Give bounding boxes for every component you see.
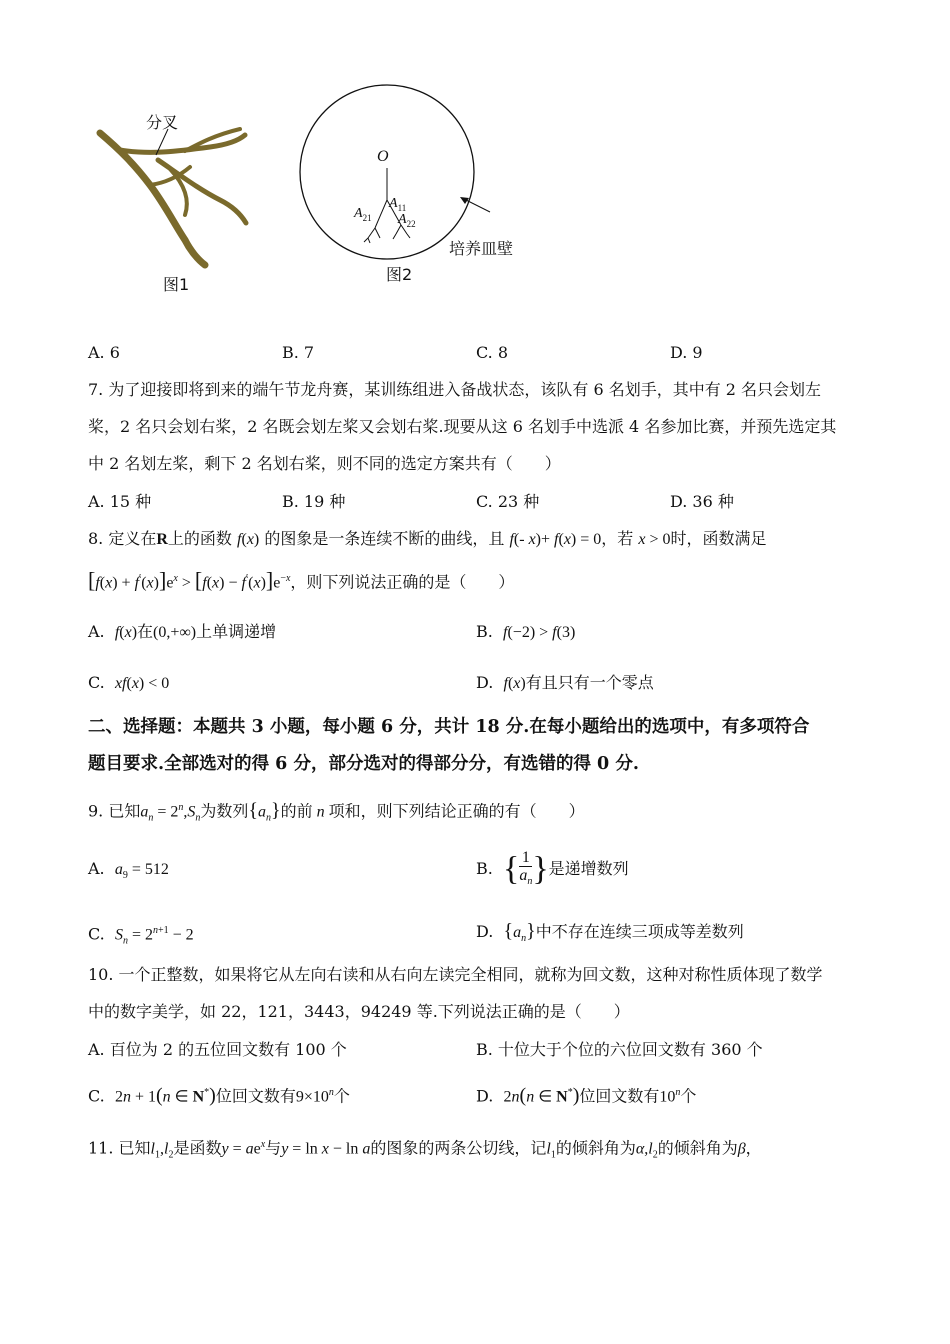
q10-line-2: 中的数字美学，如 22，121，3443，94249 等.下列说法正确的是（ ） xyxy=(88,1002,630,1021)
q6-option-c: C. 8 xyxy=(476,343,509,362)
q10-option-d: D. 2n(n ∈ N*)位回文数有10$^n$个 xyxy=(476,1084,697,1107)
q6-option-a: A. 6 xyxy=(88,343,120,362)
q9-option-c: C. $S_n = 2^{n+1} - 2$ xyxy=(88,924,194,947)
q7-line-2: 桨，2 名只会划右桨，2 名既会划左桨又会划右桨.现要从这 6 名划手中选派 4 名参加比赛，并预先选定其 xyxy=(88,417,837,436)
q9-option-d: D. $\{a_n\}$中不存在连续三项成等差数列 xyxy=(476,920,744,945)
q9-option-b: B. { $\frac{1}{a_n}$ }是递增数列 xyxy=(476,840,629,898)
q6-option-b: B. 7 xyxy=(282,343,315,362)
q7-line-3: 中 2 名划左桨，剩下 2 名划右桨，则不同的选定方案共有（ ） xyxy=(88,454,561,473)
fig1-branch-label: 分叉 xyxy=(146,113,179,132)
q9-stem: 9. 已知$a_n = 2^n,S_n$为数列$\{a_n\}$的前 n 项和，则下列结论正确的有（ ） xyxy=(88,799,585,824)
fig2-label-a11: $A_{11}$ xyxy=(389,196,407,213)
fig1-caption: 图1 xyxy=(163,275,190,294)
q9-fraction-1-over-an: $\frac{1}{a_n}$ xyxy=(519,848,533,888)
fig2-wall-label: 培养皿壁 xyxy=(449,239,514,258)
q9-option-a: A. $a_9 = 512$ xyxy=(88,859,169,882)
q7-option-a: A. 15 种 xyxy=(88,492,152,511)
q8-option-d: D. f(x)有且只有一个零点 xyxy=(476,673,654,692)
q7-option-d: D. 36 种 xyxy=(670,492,734,511)
q8-line-2: $[f(x) + f'(x)]e^x > [f(x) - f'(x)]e^{-x}$，则下列说法正确的是（ ） xyxy=(88,567,515,593)
fig2-label-a21: $A_{21}$ xyxy=(354,206,372,223)
q8-option-b: B. f(−2) > f(3) xyxy=(476,622,576,641)
q7-option-c: C. 23 种 xyxy=(476,492,540,511)
q10-option-c: C. 2n + 1(n ∈ N*)位回文数有$9\times 10^n$个 xyxy=(88,1084,350,1107)
q7-option-b: B. 19 种 xyxy=(282,492,346,511)
section-2-header-line-2: 题目要求.全部选对的得 6 分，部分选对的得部分分，有选错的得 0 分. xyxy=(88,754,639,774)
q8-line-1: 8. 定义在R上的函数 f(x) 的图象是一条连续不断的曲线，且 f(- x)+ f(x) = 0，若 x > 0时，函数满足 xyxy=(88,529,767,548)
q8-option-a: A. f(x)在(0,+∞)上单调递增 xyxy=(88,622,277,641)
q10-option-a: A. 百位为 2 的五位回文数有 100 个 xyxy=(88,1040,347,1059)
q7-line-1: 7. 为了迎接即将到来的端午节龙舟赛，某训练组进入备战状态，该队有 6 名划手，其中有 2 名只会划左 xyxy=(88,380,822,399)
fig2-caption: 图2 xyxy=(386,265,413,284)
q11-stem: 11. 已知$l_1,l_2$是函数$y = ae^x$与y = ln x − ln a的图象的两条公切线，记$l_1$的倾斜角为$\alpha,l_2$的倾斜角为β， xyxy=(88,1138,762,1161)
q8-option-c: C. xf(x) < 0 xyxy=(88,673,170,692)
fig2-center-label: O xyxy=(377,148,389,165)
q10-option-b: B. 十位大于个位的六位回文数有 360 个 xyxy=(476,1040,763,1059)
q6-option-d: D. 9 xyxy=(670,343,703,362)
q10-line-1: 10. 一个正整数，如果将它从左向右读和从右向左读完全相同，就称为回文数，这种对称性质体现了数学 xyxy=(88,965,823,984)
section-2-header-line-1: 二、选择题：本题共 3 小题，每小题 6 分，共计 18 分.在每小题给出的选项中，有多项符合 xyxy=(88,717,810,737)
fig2-label-a22: $A_{22}$ xyxy=(398,212,416,229)
